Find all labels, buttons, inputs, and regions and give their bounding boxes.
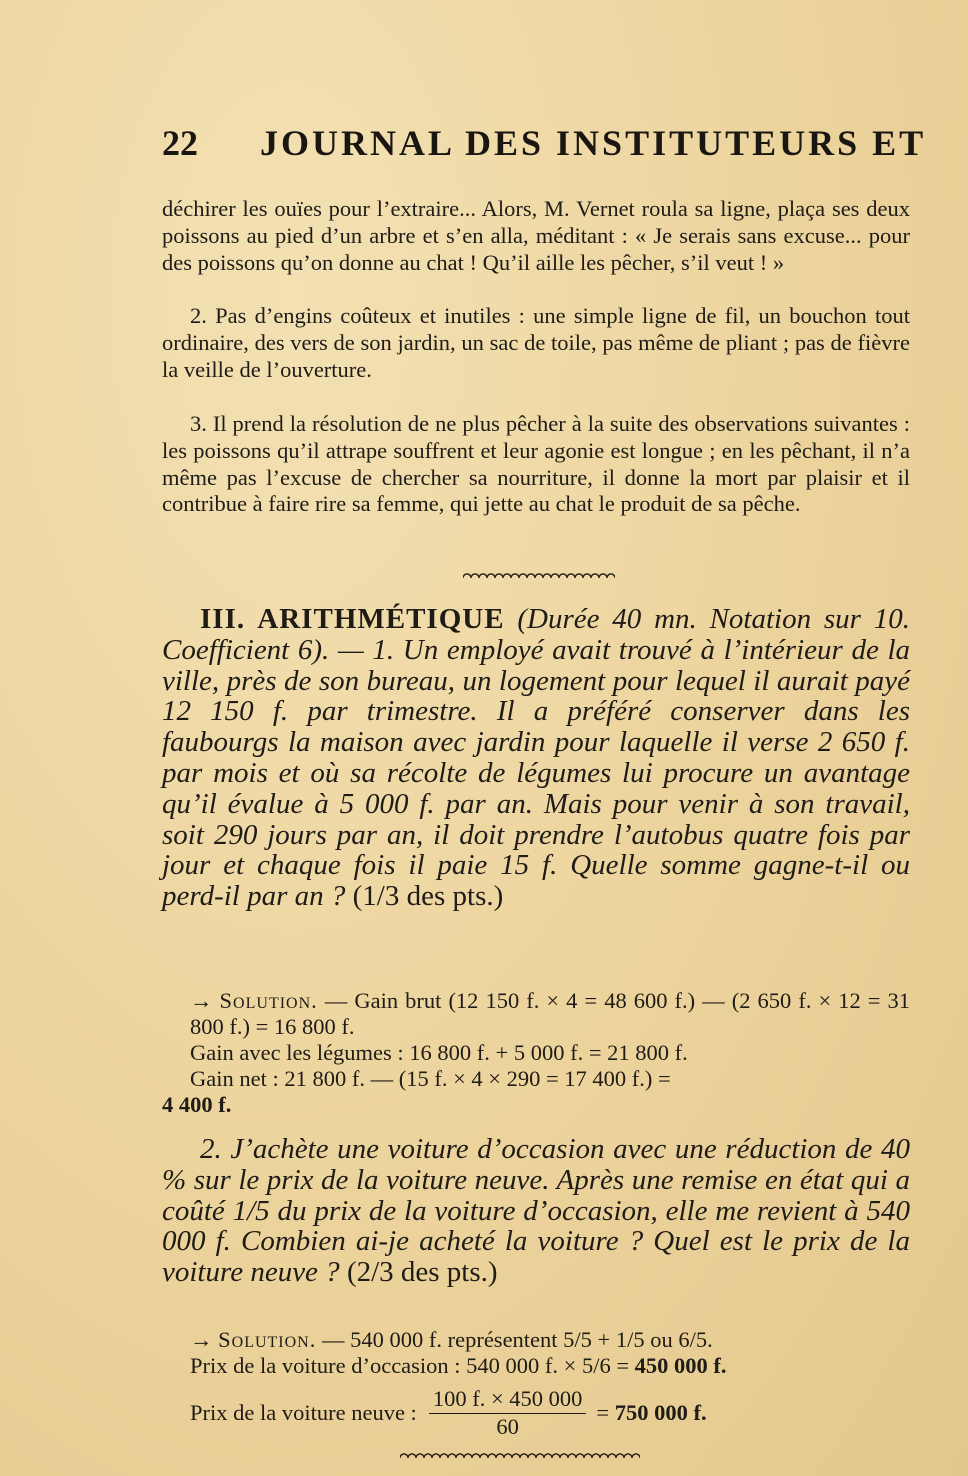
equals-sign: =: [596, 1400, 610, 1425]
solution-2-occasion-result: 450 000 f.: [634, 1353, 727, 1378]
solution-2-occasion-text: Prix de la voiture d’occasion : 540 000 f. × 5/6 =: [190, 1353, 630, 1378]
fraction-denominator: 60: [496, 1414, 519, 1439]
problem-2: [162, 1134, 910, 1288]
solution-2-line-1: [162, 1327, 910, 1353]
fraction-numerator: 100 f. × 450 000: [429, 1386, 587, 1414]
page-header: [162, 122, 968, 172]
solution-label: Solution.: [219, 988, 318, 1013]
problem-1: [162, 604, 910, 912]
arrow-right-icon: →: [190, 1327, 213, 1352]
bottom-ornament: [400, 1452, 640, 1458]
arrow-right-icon: →: [190, 988, 213, 1013]
solution-1: [162, 988, 910, 1118]
solution-1-gain-brut: — Gain brut (12 150 f. × 4 = 48 600 f.) — (2 650 f. × 12 = 31 800 f.) = 16 800 f.: [190, 988, 910, 1039]
problem-2-points: (2/3 des pts.): [346, 1256, 498, 1289]
solution-1-result: 4 400 f.: [162, 1092, 232, 1117]
solution-1-line-1: [162, 988, 910, 1040]
solution-2-neuve-result: 750 000 f.: [614, 1400, 707, 1425]
solution-2-line-3: [190, 1383, 910, 1443]
paragraph-vernet: déchirer les ouïes pour l’extraire... Alors, M. Vernet roula sa ligne, plaça ses deux poissons au pied d’un arbre et s’en alla, méditant : « Je serais sans excuse... pour des poissons qu’on donne au chat ! Qu’il aille les pêcher, s’il veut ! »: [162, 196, 910, 275]
solution-2-representation: — 540 000 f. représentent 5/5 + 1/5 ou 6/5.: [321, 1327, 713, 1352]
problem-1-points: (1/3 des pts.): [352, 880, 504, 913]
page-number: 22: [162, 123, 198, 163]
problem-2-text: 2. J’achète une voiture d’occasion avec une réduction de 40 % sur le prix de la voiture neuve. Après une remise en état qui a coûté 1/5 du prix de la voiture d’occasion, elle me revient à 540 000 f. Combien ai-je acheté la voiture ? Quel est le prix de la voiture neuve ?: [162, 1133, 910, 1289]
solution-2-line-2: [162, 1353, 910, 1379]
solution-label: Solution.: [218, 1327, 317, 1352]
solution-2-neuve-text: Prix de la voiture neuve :: [190, 1400, 417, 1425]
fraction: [429, 1386, 587, 1440]
journal-title: JOURNAL DES INSTITUTEURS ET: [260, 123, 927, 163]
paragraph-point-2: 2. Pas d’engins coûteux et inutiles : une simple ligne de fil, un bouchon tout ordinaire, des vers de son jardin, un sac de toile, pas même de pliant ; pas de fièvre la veille de l’ouverture.: [162, 303, 910, 382]
solution-1-line-2: Gain avec les légumes : 16 800 f. + 5 000 f. = 21 800 f.: [190, 1040, 688, 1065]
section-ornament: [463, 572, 615, 578]
problem-1-text: — 1. Un employé avait trouvé à l’intérieur de la ville, près de son bureau, un logement pour lequel il aurait payé 12 150 f. par trimestre. Il a préféré conserver dans les faubourgs la maison avec jardin pour laquelle il verse 2 650 f. par mois et où sa récolte de légumes lui procure un avantage qu’il évalue à 5 000 f. par an. Mais pour venir à son travail, soit 290 jours par an, il doit prendre l’autobus quatre fois par jour et chaque fois il paie 15 f. Quelle somme gagne-t-il ou perd-il par an ?: [162, 633, 911, 913]
section-heading: III. ARITHMÉTIQUE: [200, 603, 505, 635]
solution-1-line-3: Gain net : 21 800 f. — (15 f. × 4 × 290 = 17 400 f.) =: [190, 1066, 671, 1091]
solution-2: [162, 1327, 910, 1379]
paragraph-point-3: 3. Il prend la résolution de ne plus pêcher à la suite des observations suivantes : les poissons qu’il attrape souffrent et leur agonie est longue ; en les pêchant, il n’a même pas l’excuse de chercher sa nourriture, il donne la mort par plaisir et il contribue à faire rire sa femme, qui jette au chat le produit de sa pêche.: [162, 411, 910, 517]
section-details: (Durée 40 mn. Notation sur 10. Coefficient 6).: [162, 603, 910, 666]
